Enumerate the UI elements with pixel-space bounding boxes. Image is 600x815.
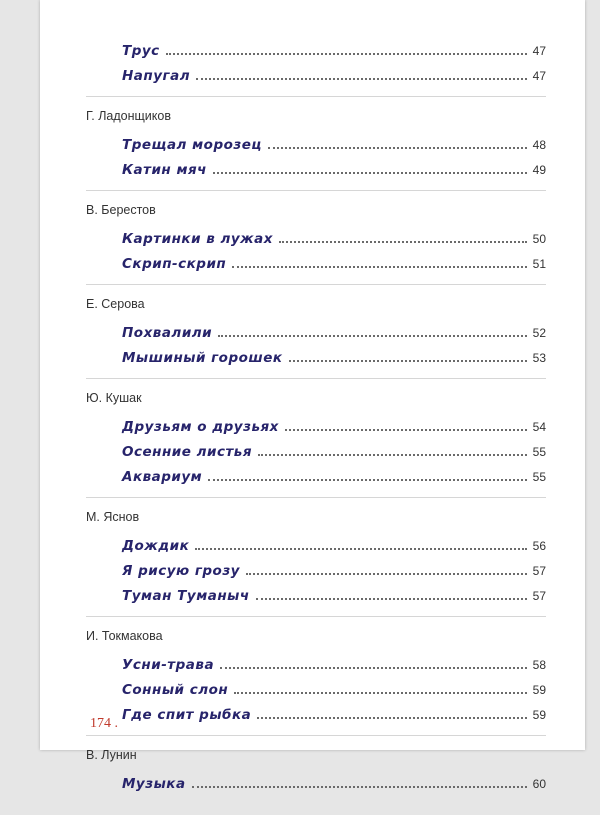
author-name: И. Токмакова [86,629,163,643]
entry-page: 50 [532,232,546,246]
dot-leader [195,548,526,550]
toc-entry[interactable] [122,61,546,86]
entry-title: Усни-трава [122,657,215,673]
toc-entry[interactable] [122,437,546,462]
toc-entry[interactable] [122,224,546,249]
toc-entry[interactable] [122,318,546,343]
entry-page: 47 [532,69,546,83]
entry-title: Я рисую грозу [122,563,240,579]
toc-entry[interactable] [122,581,546,606]
toc-section [86,390,546,498]
entry-page: 55 [532,470,546,484]
dot-leader [246,573,527,575]
dot-leader [220,667,527,669]
toc-entry[interactable] [122,675,546,700]
toc-section [86,296,546,379]
entry-title: Катин мяч [122,162,207,178]
entry-page: 51 [532,257,546,271]
entry-page: 59 [532,683,546,697]
entry-title: Друзьям о друзьях [122,419,279,435]
toc-entry[interactable] [122,650,546,675]
author-name: Е. Серова [86,297,145,311]
dot-leader [218,335,527,337]
entry-page: 57 [532,589,546,603]
author-name: В. Лунин [86,748,137,762]
table-of-contents [86,36,546,815]
author-name: М. Яснов [86,510,140,524]
toc-entry[interactable] [122,343,546,368]
toc-entry[interactable] [122,556,546,581]
toc-section [86,509,546,617]
dot-leader [289,360,527,362]
author-name: Ю. Кушак [86,391,142,405]
dot-leader [208,479,526,481]
entry-title: Дождик [122,538,190,554]
author-name: В. Берестов [86,203,156,217]
dot-leader [279,241,527,243]
entry-title: Напугал [122,68,191,84]
entry-page: 56 [532,539,546,553]
entry-title: Скрип-скрип [122,256,227,272]
dot-leader [232,266,526,268]
entry-page: 47 [532,44,546,58]
entry-title: Трус [122,43,160,59]
toc-section [86,747,546,804]
entry-title: Мышиный горошек [122,350,283,366]
dot-leader [196,78,527,80]
toc-entry[interactable] [122,462,546,487]
dot-leader [285,429,527,431]
dot-leader [268,147,527,149]
toc-section [86,108,546,191]
dot-leader [257,717,526,719]
entry-page: 60 [532,777,546,791]
dot-leader [258,454,527,456]
entry-title: Где спит рыбка [122,707,252,723]
dot-leader [213,172,527,174]
entry-page: 59 [532,708,546,722]
entry-title: Осенние листья [122,444,252,460]
toc-section [86,36,546,97]
entry-title: Трещал морозец [122,137,262,153]
toc-entry[interactable] [122,36,546,61]
entry-page: 53 [532,351,546,365]
entry-title: Музыка [122,776,186,792]
entry-page: 54 [532,420,546,434]
page-number [90,716,118,732]
entry-page: 49 [532,163,546,177]
entry-title: Аквариум [122,469,203,485]
toc-entry[interactable] [122,155,546,180]
toc-section [86,202,546,285]
entry-page: 52 [532,326,546,340]
entry-page: 48 [532,138,546,152]
entry-title: Картинки в лужах [122,231,273,247]
toc-entry[interactable] [122,412,546,437]
dot-leader [234,692,526,694]
toc-entry[interactable] [122,249,546,274]
entry-page: 57 [532,564,546,578]
entry-title: Сонный слон [122,682,229,698]
page-number-dot: . [114,716,118,731]
toc-section [86,628,546,736]
entry-page: 58 [532,658,546,672]
page-number-value: 174 [90,716,111,731]
toc-entry[interactable] [122,769,546,794]
dot-leader [256,598,527,600]
entry-title: Похвалили [122,325,213,341]
entry-title: Туман Туманыч [122,588,250,604]
author-name: Г. Ладонщиков [86,109,171,123]
toc-entry[interactable] [122,531,546,556]
toc-entry[interactable] [122,130,546,155]
dot-leader [192,786,527,788]
entry-page: 55 [532,445,546,459]
toc-entry[interactable] [122,700,546,725]
dot-leader [166,53,527,55]
book-page [40,0,585,792]
